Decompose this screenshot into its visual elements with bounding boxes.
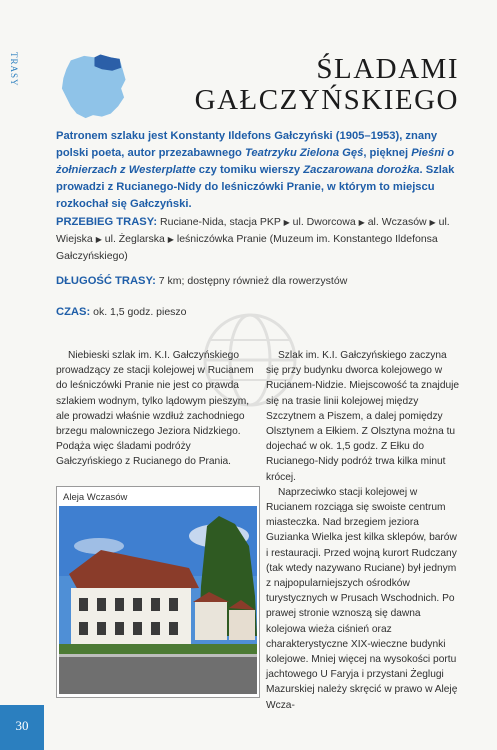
route-stop: ul. Dworcowa [292, 216, 356, 228]
photo-frame [56, 486, 260, 698]
time-label: CZAS: [56, 306, 91, 318]
arrow-icon: ▶ [167, 235, 174, 244]
intro-text: , pięknej [363, 147, 412, 159]
left-column [56, 348, 259, 470]
body-paragraph: Niebieski szlak im. K.I. Gałczyńskiego prowadzący ze stacji kolejowej w Rucianem do leśniczówki Pranie nie jest co prawda szlakiem wodnym, tylko lądowym pieszym, ale prowadzi właśnie wzdłuż zachodniego brzegu malowniczego Jeziora Nidzkiego. Podąża więc śladami podróży Gałczyńskiego z Rucianego do Prania. [56, 350, 254, 468]
length-section [56, 273, 466, 290]
body-paragraph: Naprzeciwko stacji kolejowej w Rucianem rozciąga się swoiste centrum miasteczka. Nad brzegiem jeziora Guzianka Wielka jest kilka sklepów, barów i restauracji. Przed wojną kurort Rudczany (tak wtedy nazywano Ruciane) był jednym z najpopularniejszych ośrodków turystycznych w Prusach Wschodnich. Po prawej stronie wznoszą się dawna kolejowa wieża ciśnień oraz charakterystyczne XIX-wieczne budynki kolejowe. Mniej więcej na wysokości portu jachtowego U Faryja i przystani Żeglugi Mazurskiej należy skręcić w prawo w Aleję Wcza- [266, 486, 458, 711]
route-stop: al. Wczasów [367, 216, 427, 228]
intro-title-3: Zaczarowana dorożka [303, 164, 420, 176]
intro-text: . Szlak prowadzi z Rucianego-Nidy do leśniczówki Pranie, w którym to miejscu rozkochał się Gałczyński. [56, 164, 455, 210]
intro-text: czy tomiku wierszy [195, 164, 304, 176]
length-value: 7 km; dostępny również dla rowerzystów [158, 275, 348, 287]
intro-text: Patronem szlaku jest Konstanty Ildefons Gałczyński (1905–1953), znany polski poeta, autor przezabawnego [56, 130, 438, 159]
intro-paragraph [56, 128, 460, 213]
route-stop: Ruciane-Nida, stacja PKP [160, 216, 281, 228]
arrow-icon: ▶ [358, 218, 365, 227]
time-value: ok. 1,5 godz. pieszo [93, 306, 187, 318]
right-column [266, 348, 460, 713]
route-stop: leśniczówka Pranie (Muzeum im. Konstantego Ildefonsa Gałczyńskiego) [56, 233, 438, 262]
arrow-icon: ▶ [283, 218, 290, 227]
section-label: TRASY [9, 52, 19, 87]
body-paragraph: Szlak im. K.I. Gałczyńskiego zaczyna się przy budynku dworca kolejowego w Rucianem-Nidzie. Miejscowość ta znajduje się na trasie linii kolejowej między Szczytnem a Piszem, a dalej pomiędzy Olsztynem a Ełkiem. Z Olsztyna można tu dojechać w ok. 1,5 godz. Z Ełku do Rucianego-Nidy podróż trwa kilka minut krócej. [266, 350, 460, 483]
arrow-icon: ▶ [429, 218, 436, 227]
street-photo [59, 506, 257, 694]
title-line-2: GAŁCZYŃSKIEGO [194, 84, 459, 116]
page-number: 30 [15, 718, 29, 733]
page-title [159, 54, 459, 116]
intro-title-2: Pieśni o żołnierzach z Westerplatte [56, 147, 455, 176]
poland-map-icon [56, 50, 130, 124]
route-section [56, 214, 466, 265]
route-stop: ul. Wiejska [56, 216, 450, 245]
route-label: PRZEBIEG TRASY: [56, 216, 158, 228]
intro-title-1: Teatrzyku Zielona Gęś [244, 147, 364, 159]
route-stop: ul. Żeglarska [104, 233, 165, 245]
photo-caption: Aleja Wczasów [63, 492, 128, 503]
title-line-1: ŚLADAMI [316, 53, 459, 85]
length-label: DŁUGOŚĆ TRASY: [56, 275, 156, 287]
arrow-icon: ▶ [95, 235, 102, 244]
